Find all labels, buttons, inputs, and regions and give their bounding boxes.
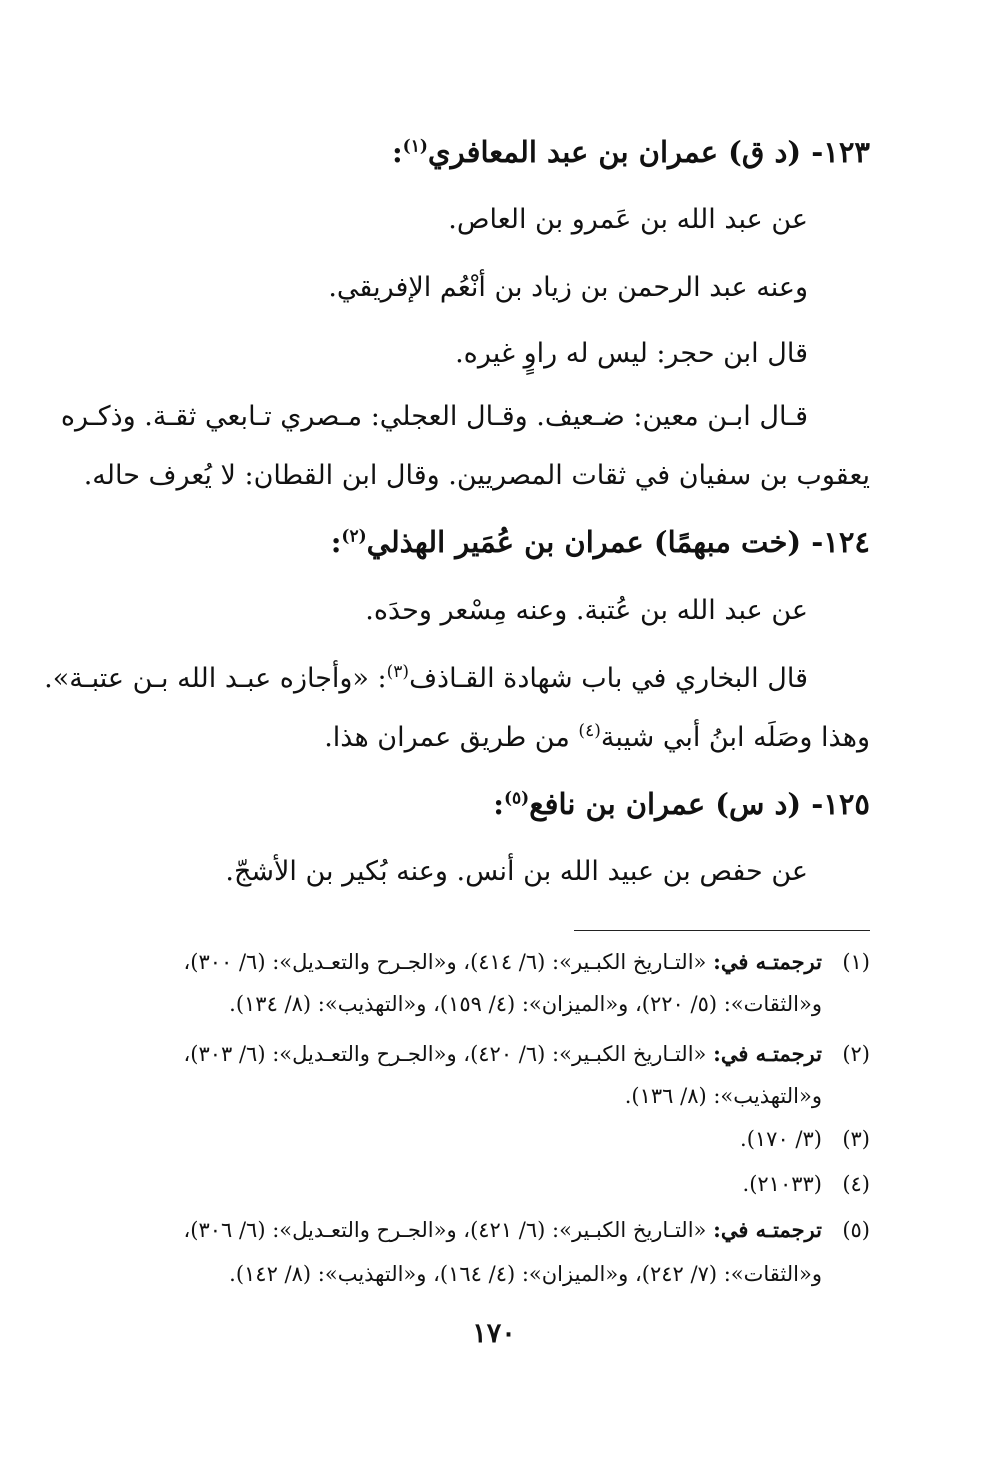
entry-line: يعقوب بن سفيان في ثقات المصريين. وقال ابن القطان: لا يُعرف حاله. <box>83 460 870 491</box>
entry-line: وهذا وصَلَه ابنُ أبي شيبة$^{(٤)}$ من طريق عمران هذا. <box>324 721 870 753</box>
entry-line: قال البخاري في باب شهادة القـاذف$^{(٣)}$: «وأجازه عبـد الله بـن عتبـة». <box>44 662 808 694</box>
footnote-2: (٢)ترجمتـه في: «التـاريخ الكبـير»: (٦/ ٤٢٠)، و«الجـرح والتعـديل»: (٦/ ٣٠٣)، <box>183 1038 870 1070</box>
footnote-ref[interactable]: (٥) <box>503 788 530 809</box>
footnote-separator <box>574 930 870 931</box>
footnote-2-cont: و«التهذيب»: (٨/ ١٣٦). <box>624 1084 822 1108</box>
footnote-ref[interactable]: (١) <box>402 136 428 157</box>
footnote-number: (٤) <box>842 1172 870 1196</box>
footnote-number: (٥) <box>842 1218 870 1242</box>
entry-heading-123: ١٢٣- (د ق) عمران بن عبد المعافري$^{(١)}$: <box>391 135 870 169</box>
entry-line: قال ابن حجر: ليس له راوٍ غيره. <box>455 338 808 369</box>
entry-heading-125: ١٢٥- (د س) عمران بن نافع$^{(٥)}$: <box>493 787 870 821</box>
footnote-3: (٣)(٣/ ١٧٠). <box>740 1123 870 1155</box>
footnote-5-cont: و«الثقات»: (٧/ ٢٤٢)، و«الميزان»: (٤/ ١٦٤)، و«التهذيب»: (٨/ ١٤٢). <box>229 1262 822 1286</box>
footnote-1: (١)ترجمتـه في: «التـاريخ الكبـير»: (٦/ ٤١٤)، و«الجـرح والتعـديل»: (٦/ ٣٠٠)، <box>183 946 870 978</box>
footnote-ref[interactable]: (٤) <box>578 721 601 741</box>
entry-line: عن حفص بن عبيد الله بن أنس. وعنه بُكير بن الأشجّ. <box>225 856 808 887</box>
footnote-number: (١) <box>842 950 870 974</box>
footnote-ref[interactable]: (٢) <box>341 526 367 547</box>
footnote-number: (٢) <box>842 1042 870 1066</box>
page-number: ١٧٠ <box>472 1318 516 1349</box>
footnote-1-cont: و«الثقات»: (٥/ ٢٢٠)، و«الميزان»: (٤/ ١٥٩)، و«التهذيب»: (٨/ ١٣٤). <box>229 992 822 1016</box>
footnote-ref[interactable]: (٣) <box>386 662 410 682</box>
footnote-number: (٣) <box>842 1127 870 1151</box>
entry-line: وعنه عبد الرحمن بن زياد بن أنْعُم الإفريقي. <box>328 272 808 303</box>
entry-heading-124: ١٢٤- (خت مبهمًا) عمران بن عُمَير الهذلي$^{(٢)}$: <box>330 525 870 559</box>
entry-line: قـال ابـن معين: ضـعيف. وقـال العجلي: مـصري تـابعي ثقـة. وذكـره <box>60 401 808 432</box>
footnote-4: (٤)(٢١٠٣٣). <box>743 1168 870 1200</box>
entry-line: عن عبد الله بن عَمرو بن العاص. <box>448 204 808 235</box>
footnote-5: (٥)ترجمتـه في: «التـاريخ الكبـير»: (٦/ ٤٢١)، و«الجـرح والتعـديل»: (٦/ ٣٠٦)، <box>183 1214 870 1246</box>
entry-line: عن عبد الله بن عُتبة. وعنه مِسْعر وحدَه. <box>365 595 808 626</box>
